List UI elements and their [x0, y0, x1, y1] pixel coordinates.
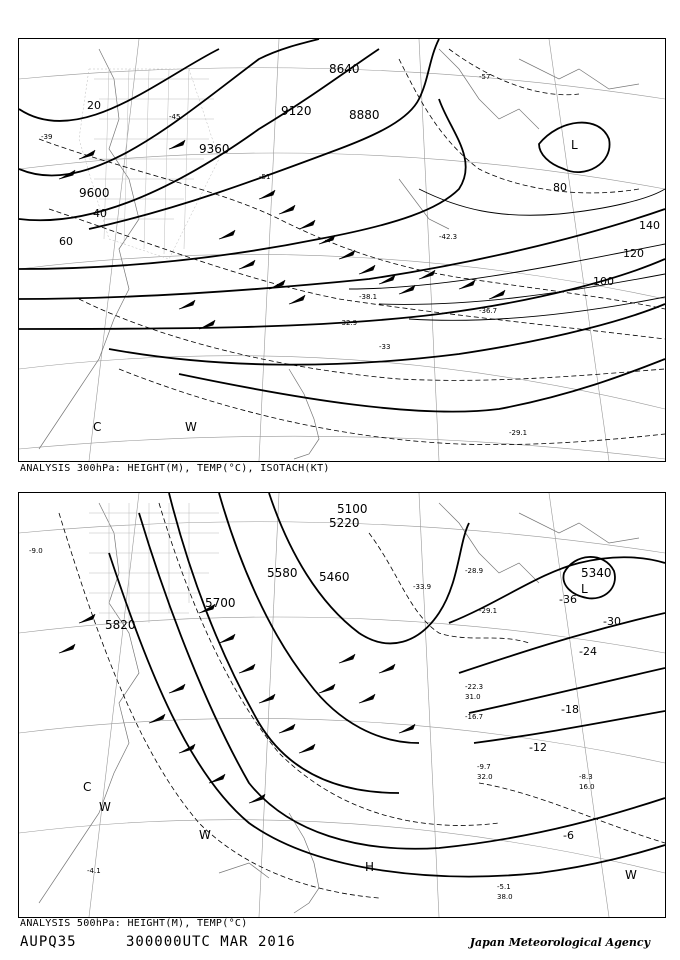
isotach-label: 80 — [553, 181, 567, 194]
height-label: 5340 — [581, 566, 612, 580]
isotach-label: 60 — [59, 235, 73, 248]
station-value: -28.9 — [465, 567, 484, 575]
caption-300hpa: ANALYSIS 300hPa: HEIGHT(M), TEMP(°C), ISOTACH(KT) — [20, 463, 330, 474]
height-label: 8880 — [349, 108, 380, 122]
height-label: 5820 — [105, 618, 136, 632]
station-value: -4.1 — [87, 867, 101, 875]
station-value: -16.7 — [465, 713, 484, 721]
station-value: 38.0 — [497, 893, 513, 901]
station-value: 16.0 — [579, 783, 595, 791]
temp-label: -36 — [559, 593, 577, 606]
warm-marker: W — [99, 800, 111, 814]
station-value: -33.9 — [413, 583, 432, 591]
station-value: -5.1 — [497, 883, 511, 891]
hatched-area — [79, 69, 219, 259]
temp-label: -36.7 — [479, 307, 498, 315]
isotach-label: 140 — [639, 219, 660, 232]
temp-label: -30 — [603, 615, 621, 628]
station-value: 32.0 — [477, 773, 493, 781]
height-contours — [109, 493, 665, 876]
isotach-label: 100 — [593, 275, 614, 288]
temp-label: -51 — [259, 173, 271, 181]
temp-label: -38.1 — [359, 293, 378, 301]
station-value: -22.3 — [465, 683, 484, 691]
isotach-label: 120 — [623, 247, 644, 260]
isotach-label: 40 — [93, 207, 107, 220]
station-value: 31.0 — [465, 693, 481, 701]
temp-label: -45 — [169, 113, 181, 121]
chart-code: AUPQ35 — [20, 934, 77, 950]
temp-label: -29.1 — [509, 429, 528, 437]
temp-label: -24 — [579, 645, 597, 658]
cold-marker: C — [93, 420, 102, 434]
temp-label: -32.9 — [339, 319, 358, 327]
height-label: 9360 — [199, 142, 230, 156]
cold-marker: C — [83, 780, 92, 794]
temp-label: -6 — [563, 829, 574, 842]
temp-label: -57 — [479, 73, 491, 81]
height-label: 5700 — [205, 596, 236, 610]
height-label: 5460 — [319, 570, 350, 584]
station-values — [29, 547, 595, 901]
temp-label: -39 — [41, 133, 53, 141]
map-300hpa-canvas — [19, 39, 665, 461]
station-value: -9.0 — [29, 547, 43, 555]
pressure-systems — [83, 582, 637, 882]
high-marker: H — [365, 860, 375, 874]
station-value: -8.3 — [579, 773, 593, 781]
map-500hpa — [18, 492, 666, 918]
chart-datetime: 300000UTC MAR 2016 — [126, 934, 296, 950]
isotach-label: 20 — [87, 99, 101, 112]
height-label: 5100 — [337, 502, 368, 516]
height-label: 8640 — [329, 62, 360, 76]
map-500hpa-canvas — [19, 493, 665, 917]
low-marker: L — [581, 582, 588, 596]
warm-marker: W — [199, 828, 211, 842]
station-value: -9.7 — [477, 763, 491, 771]
station-value: -29.1 — [479, 607, 498, 615]
height-label: 9600 — [79, 186, 110, 200]
warm-marker: W — [185, 420, 197, 434]
height-label: 5220 — [329, 516, 360, 530]
temperature-labels — [529, 593, 621, 842]
temp-label: -33 — [379, 343, 391, 351]
temp-label: -18 — [561, 703, 579, 716]
agency-name: Japan Meteorological Agency — [469, 936, 650, 949]
height-label: 9120 — [281, 104, 312, 118]
map-300hpa — [18, 38, 666, 462]
graticule — [19, 39, 665, 461]
warm-marker: W — [625, 868, 637, 882]
caption-500hpa: ANALYSIS 500hPa: HEIGHT(M), TEMP(°C) — [20, 918, 248, 929]
temp-label: -42.3 — [439, 233, 458, 241]
low-marker: L — [571, 138, 578, 152]
temp-label: -12 — [529, 741, 547, 754]
height-label: 5580 — [267, 566, 298, 580]
